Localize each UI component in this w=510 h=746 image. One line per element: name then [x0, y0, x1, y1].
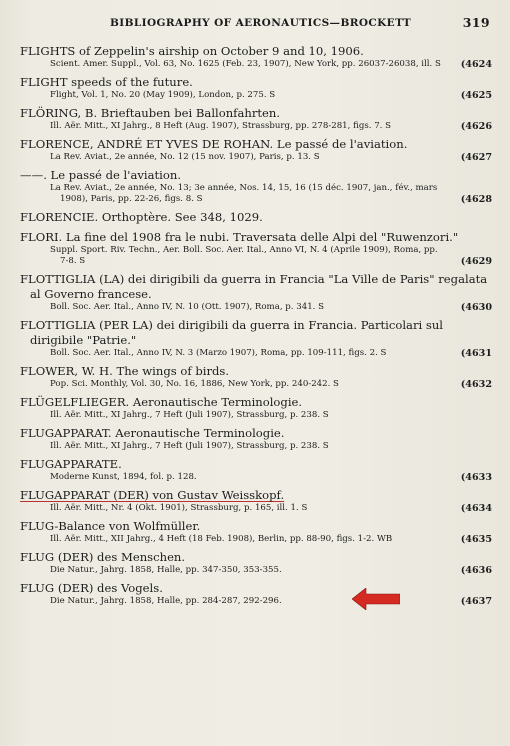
- entry-citation: Die Natur., Jahrg. 1858, Halle, pp. 284-287, 292-296.: [50, 596, 282, 606]
- entry-heading: FLÖRING, B. Brieftauben bei Ballonfahrten.: [20, 106, 281, 120]
- running-header: [110, 17, 490, 33]
- entry-citation: Die Natur., Jahrg. 1858, Halle, pp. 347-350, 353-355.: [50, 565, 282, 575]
- entry-number: (4626: [460, 121, 492, 132]
- entry-number: (4629: [460, 256, 492, 267]
- bibliography-entry: [20, 395, 492, 421]
- entry-citation: Ill. Aër. Mitt., XI Jahrg., 8 Heft (Aug. 1907), Strassburg, pp. 278-281, figs. 7. S: [50, 121, 392, 131]
- entry-number: (4632: [460, 379, 492, 390]
- bibliography-entry: [20, 210, 492, 225]
- entry-number: (4634: [460, 503, 492, 514]
- entry-heading: FLUGAPPARAT (DER) von Gustav Weisskopf.: [20, 488, 285, 502]
- entry-number: (4631: [460, 348, 492, 359]
- entry-heading: FLIGHT speeds of the future.: [20, 75, 193, 89]
- entry-heading: FLORENCE, ANDRÉ ET YVES DE ROHAN. Le passé de l'aviation.: [20, 137, 408, 151]
- entry-heading: FLUGAPPARATE.: [20, 457, 122, 471]
- entry-heading: FLOTTIGLIA (LA) dei dirigibili da guerra in Francia "La Ville de Paris" regalata al Governo francese.: [20, 272, 488, 301]
- entry-number: (4633: [460, 472, 492, 483]
- entry-heading: FLORENCIE. Orthoptère. See 348, 1029.: [20, 210, 263, 224]
- entry-heading: FLUGAPPARAT. Aeronautische Terminologie.: [20, 426, 285, 440]
- bibliography-entry: [20, 272, 492, 313]
- bibliography-entry: [20, 230, 492, 267]
- bibliography-entry: [20, 318, 492, 359]
- entry-heading: FLUG-Balance von Wolfmüller.: [20, 519, 201, 533]
- red-arrow-icon: [352, 588, 400, 610]
- entry-number: (4627: [460, 152, 492, 163]
- bibliography-entry: [20, 44, 492, 70]
- entry-heading: FLIGHTS of Zeppelin's airship on October 9 and 10, 1906.: [20, 44, 364, 58]
- bibliography-entry: [20, 550, 492, 576]
- entry-citation: Scient. Amer. Suppl., Vol. 63, No. 1625 (Feb. 23, 1907), New York, pp. 26037-26038, ill. S: [50, 59, 441, 69]
- bibliography-entry: [20, 168, 492, 205]
- bibliography-entry: [20, 426, 492, 452]
- entry-number: (4624: [460, 59, 492, 70]
- entry-citation: Pop. Sci. Monthly, Vol. 30, No. 16, 1886, New York, pp. 240-242. S: [50, 379, 339, 389]
- entry-heading: FLUG (DER) des Menschen.: [20, 550, 186, 564]
- entry-citation: Ill. Aër. Mitt., Nr. 4 (Okt. 1901), Strassburg, p. 165, ill. 1. S: [50, 503, 308, 513]
- bibliography-entry: [20, 137, 492, 163]
- entry-number: (4636: [460, 565, 492, 576]
- entry-heading: FLUG (DER) des Vogels.: [20, 581, 163, 595]
- entry-citation: Boll. Soc. Aer. Ital., Anno IV, N. 3 (Marzo 1907), Roma, pp. 109-111, figs. 2. S: [50, 348, 387, 358]
- entry-heading: FLORI. La fine del 1908 fra le nubi. Traversata delle Alpi del "Ruwenzori.": [20, 230, 459, 244]
- page-number: 319: [462, 15, 490, 30]
- entry-citation: Ill. Aër. Mitt., XI Jahrg., 7 Heft (Juli 1907), Strassburg, p. 238. S: [50, 410, 329, 420]
- bibliography-entry: [20, 75, 492, 101]
- bibliography-entry: [20, 519, 492, 545]
- entry-citation: Flight, Vol. 1, No. 20 (May 1909), London, p. 275. S: [50, 90, 276, 100]
- entry-number: (4630: [460, 302, 492, 313]
- entry-citation: Moderne Kunst, 1894, fol. p. 128.: [50, 472, 197, 482]
- entry-heading: FLÜGELFLIEGER. Aeronautische Terminologie.: [20, 395, 303, 409]
- bibliography-entry: [20, 581, 492, 607]
- entry-number: (4637: [460, 596, 492, 607]
- entry-citation: Ill. Aër. Mitt., XI Jahrg., 7 Heft (Juli 1907), Strassburg, p. 238. S: [50, 441, 329, 451]
- bibliography-entry: [20, 106, 492, 132]
- entry-number: (4635: [460, 534, 492, 545]
- bibliography-entry: [20, 488, 492, 514]
- bibliography-entry: [20, 364, 492, 390]
- entry-heading: FLOTTIGLIA (PER LA) dei dirigibili da guerra in Francia. Particolari sul dirigibile "Patrie.": [20, 318, 444, 347]
- entry-citation: La Rev. Aviat., 2e année, No. 12 (15 nov. 1907), Paris, p. 13. S: [50, 152, 320, 162]
- entry-citation: La Rev. Aviat., 2e année, No. 13; 3e année, Nos. 14, 15, 16 (15 déc. 1907, jan., fév., mars 1908), Paris, pp. 22-26, figs. 8. S: [50, 183, 438, 204]
- entry-heading: FLOWER, W. H. The wings of birds.: [20, 364, 230, 378]
- entry-heading: ——. Le passé de l'aviation.: [20, 168, 182, 182]
- entry-citation: Boll. Soc. Aer. Ital., Anno IV, N. 10 (Ott. 1907), Roma, p. 341. S: [50, 302, 325, 312]
- bibliography-entry: [20, 457, 492, 483]
- entry-number: (4628: [460, 194, 492, 205]
- entry-number: (4625: [460, 90, 492, 101]
- running-title: BIBLIOGRAPHY OF AERONAUTICS—BROCKETT: [110, 17, 412, 29]
- bibliography-entries: [20, 44, 492, 612]
- entry-citation: Ill. Aër. Mitt., XII Jahrg., 4 Heft (18 Feb. 1908), Berlin, pp. 88-90, figs. 1-2. WB: [50, 534, 393, 544]
- entry-citation: Suppl. Sport. Riv. Techn., Aer. Boll. Soc. Aer. Ital., Anno VI, N. 4 (Aprile 1909), Roma, pp. 7-8. S: [50, 245, 438, 266]
